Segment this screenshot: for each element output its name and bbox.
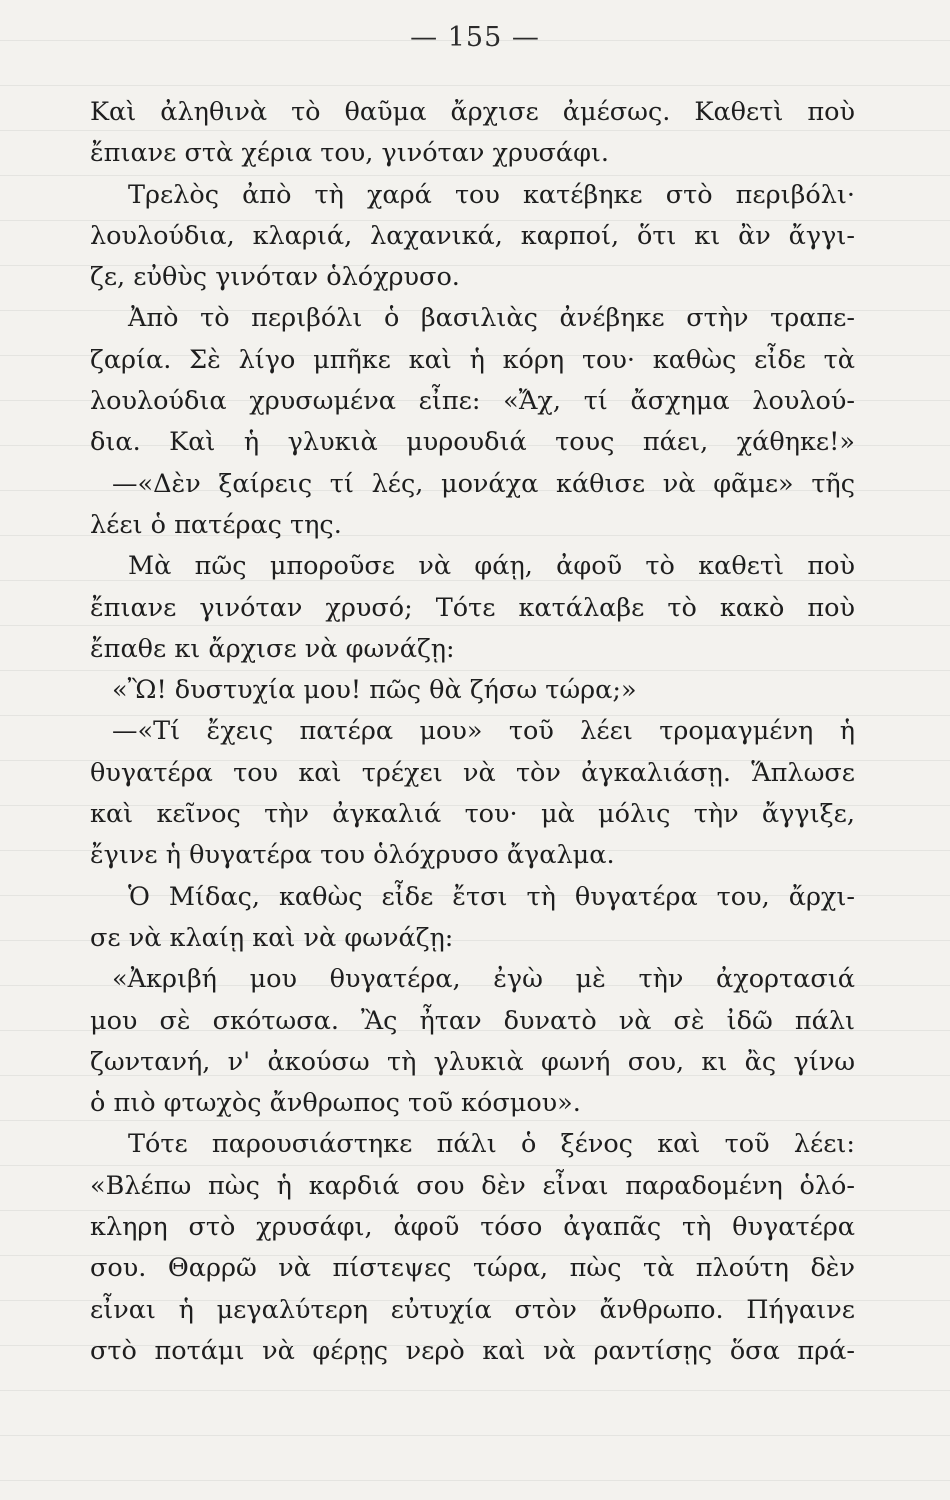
text-line: Μὰ πῶς μποροῦσε νὰ φάῃ, ἀφοῦ τὸ καθετὶ ποὺ [128, 551, 855, 582]
text-line: σου. Θαρρῶ νὰ πίστεψες τώρα, πὼς τὰ πλούτη δὲν [90, 1253, 855, 1284]
text-line: «Βλέπω πὼς ἡ καρδιά σου δὲν εἶναι παραδομένη ὁλό- [90, 1170, 855, 1201]
text-line: ἔπαθε κι ἄρχισε νὰ φωνάζῃ: [90, 633, 455, 664]
text-line: λουλούδια χρυσωμένα εἶπε: «Ἄχ, τί ἄσχημα λουλού- [90, 386, 855, 417]
text-line: ἔγινε ἡ θυγατέρα του ὁλόχρυσο ἄγαλμα. [90, 840, 615, 871]
text-line: ὁ πιὸ φτωχὸς ἄνθρωπος τοῦ κόσμου». [90, 1088, 581, 1119]
text-line: μου σὲ σκότωσα. Ἂς ἦταν δυνατὸ νὰ σὲ ἰδῶ πάλι [90, 1005, 855, 1036]
text-line: Ὁ Μίδας, καθὼς εἶδε ἔτσι τὴ θυγατέρα του, ἄρχι- [128, 881, 855, 912]
text-line: στὸ ποτάμι νὰ φέρῃς νερὸ καὶ νὰ ραντίσῃς ὅσα πρά- [90, 1335, 855, 1366]
text-line: καὶ κεῖνος τὴν ἀγκαλιά του· μὰ μόλις τὴν ἄγγιξε, [90, 799, 855, 830]
text-line: σε νὰ κλαίῃ καὶ νὰ φωνάζῃ: [90, 922, 454, 953]
text-line: Τότε παρουσιάστηκε πάλι ὁ ξένος καὶ τοῦ λέει: [128, 1129, 855, 1160]
text-line: Ἀπὸ τὸ περιβόλι ὁ βασιλιὰς ἀνέβηκε στὴν τραπε- [128, 303, 855, 334]
text-line: Τρελὸς ἀπὸ τὴ χαρά του κατέβηκε στὸ περιβόλι· [128, 179, 855, 210]
text-line: εἶναι ἡ μεγαλύτερη εὐτυχία στὸν ἄνθρωπο. Πήγαινε [90, 1294, 855, 1325]
text-line: λουλούδια, κλαριά, λαχανικά, καρποί, ὅτι κι ἂν ἄγγι- [90, 220, 855, 251]
text-line: ἔπιανε γινόταν χρυσό; Τότε κατάλαβε τὸ κακὸ ποὺ [90, 592, 855, 623]
text-line: —«Δὲν ξαίρεις τί λές, μονάχα κάθισε νὰ φᾶμε» τῆς [112, 468, 855, 499]
text-line: ζωντανή, ν' ἀκούσω τὴ γλυκιὰ φωνή σου, κι ἂς γίνω [90, 1046, 855, 1077]
text-line: —«Τί ἔχεις πατέρα μου» τοῦ λέει τρομαγμένη ἡ [112, 716, 855, 747]
text-line: ἔπιανε στὰ χέρια του, γινόταν χρυσάφι. [90, 138, 610, 169]
text-line: ζε, εὐθὺς γινόταν ὁλόχρυσο. [90, 262, 460, 293]
text-line: δια. Καὶ ἡ γλυκιὰ μυρουδιά τους πάει, χάθηκε!» [90, 427, 855, 458]
text-line: Καὶ ἀληθινὰ τὸ θαῦμα ἄρχισε ἀμέσως. Καθετὶ ποὺ [90, 97, 855, 127]
page-number: — 155 — [410, 22, 540, 53]
text-line: θυγατέρα του καὶ τρέχει νὰ τὸν ἀγκαλιάσῃ. Ἅπλωσε [90, 757, 855, 788]
text-line: ζαρία. Σὲ λίγο μπῆκε καὶ ἡ κόρη του· καθὼς εἶδε τὰ [90, 344, 855, 375]
text-line: λέει ὁ πατέρας της. [90, 509, 342, 540]
body-text [90, 92, 855, 1372]
text-line: «Ὢ! δυστυχία μου! πῶς θὰ ζήσω τώρα;» [112, 675, 637, 706]
text-line: κληρη στὸ χρυσάφι, ἀφοῦ τόσο ἀγαπᾶς τὴ θυγατέρα [90, 1212, 855, 1243]
text-line: «Ἀκριβή μου θυγατέρα, ἐγὼ μὲ τὴν ἀχορτασιά [112, 964, 855, 995]
